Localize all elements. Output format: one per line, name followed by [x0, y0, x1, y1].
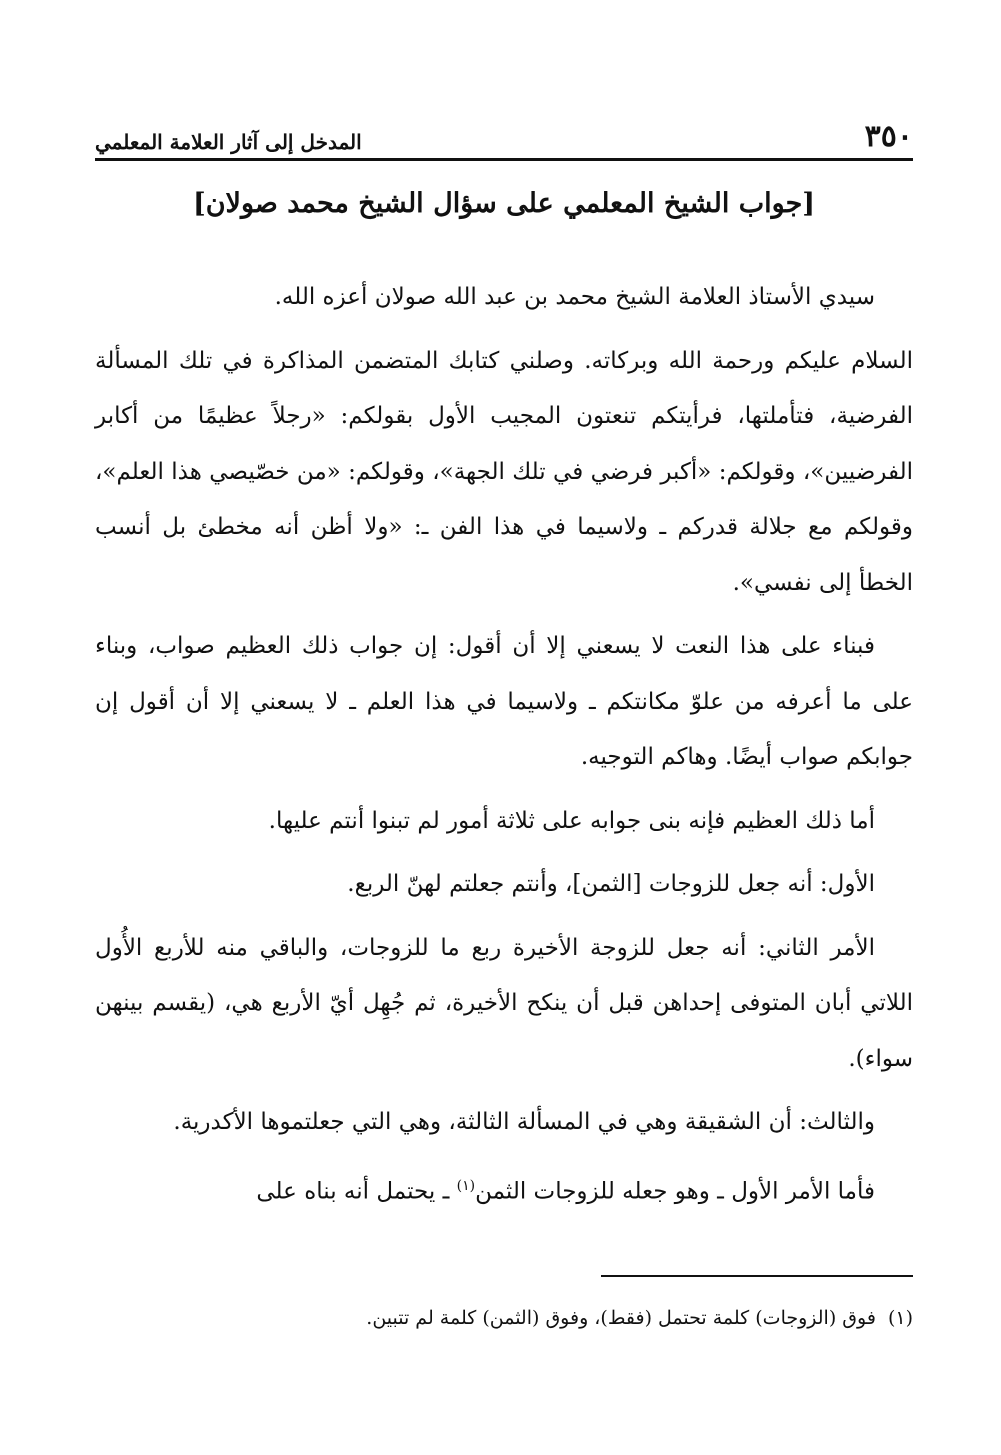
body-text: [95, 270, 913, 1228]
paragraph-with-footnote-ref: [95, 1159, 913, 1220]
page-header: [95, 112, 913, 161]
footnote-reference: (١): [456, 1177, 476, 1194]
section-title: [جواب الشيخ المعلمي على سؤال الشيخ محمد صولان]: [192, 188, 816, 219]
footnote-separator: [601, 1275, 913, 1277]
running-title: المدخل إلى آثار العلامة المعلمي: [95, 130, 362, 154]
paragraph-text: ـ يحتمل أنه بناه على: [256, 1178, 457, 1205]
paragraph: أما ذلك العظيم فإنه بنى جوابه على ثلاثة أمور لم تبنوا أنتم عليها.: [268, 807, 875, 834]
paragraph: السلام عليكم ورحمة الله وبركاته. وصلني كتابك المتضمن المذاكرة في تلك المسألة الفرضية، فتأملتها، فرأيتكم تنعتون المجيب الأول بقولكم: «رجلاً عظيمًا من أكابر الفرضيين»، وقولكم: «أكبر فرضي في تلك الجهة»، وقولكم: «من خصّيصي هذا العلم»، وقولكم مع جلالة قدركم ـ ولاسيما في هذا الفن ـ: «ولا أظن أنه مخطئ بل أنسب الخطأ إلى نفسي».: [95, 347, 914, 596]
paragraph: سيدي الأستاذ العلامة الشيخ محمد بن عبد الله صولان أعزه الله.: [274, 284, 875, 310]
footnote-text: فوق (الزوجات) كلمة تحتمل (فقط)، وفوق (الثمن) كلمة لم تتبين.: [366, 1307, 876, 1329]
paragraph: والثالث: أن الشقيقة وهي في المسألة الثالثة، وهي التي جعلتموها الأكدرية.: [173, 1109, 875, 1135]
page-number: ٣٥٠: [864, 119, 913, 154]
paragraph-text: فأما الأمر الأول ـ وهو جعله للزوجات الثمن: [475, 1178, 875, 1205]
paragraph: الأول: أنه جعل للزوجات [الثمن]، وأنتم جعلتم لهنّ الربع.: [347, 871, 875, 897]
footnote-marker: (١): [887, 1307, 913, 1329]
footnote: [95, 1303, 913, 1333]
paragraph: الأمر الثاني: أنه جعل للزوجة الأخيرة ربع ما للزوجات، والباقي منه للأربع الأُول اللاتي أبان المتوفى إحداهن قبل أن ينكح الأخيرة، ثم جُهِل أيّ الأربع هي، (يقسم بينهن سواء).: [95, 934, 913, 1072]
paragraph: فبناء على هذا النعت لا يسعني إلا أن أقول: إن جواب ذلك العظيم صواب، وبناء على ما أعرفه من علوّ مكانتكم ـ ولاسيما في هذا العلم ـ لا يسعني إلا أن أقول إن جوابكم صواب أيضًا. وهاكم التوجيه.: [95, 633, 913, 770]
